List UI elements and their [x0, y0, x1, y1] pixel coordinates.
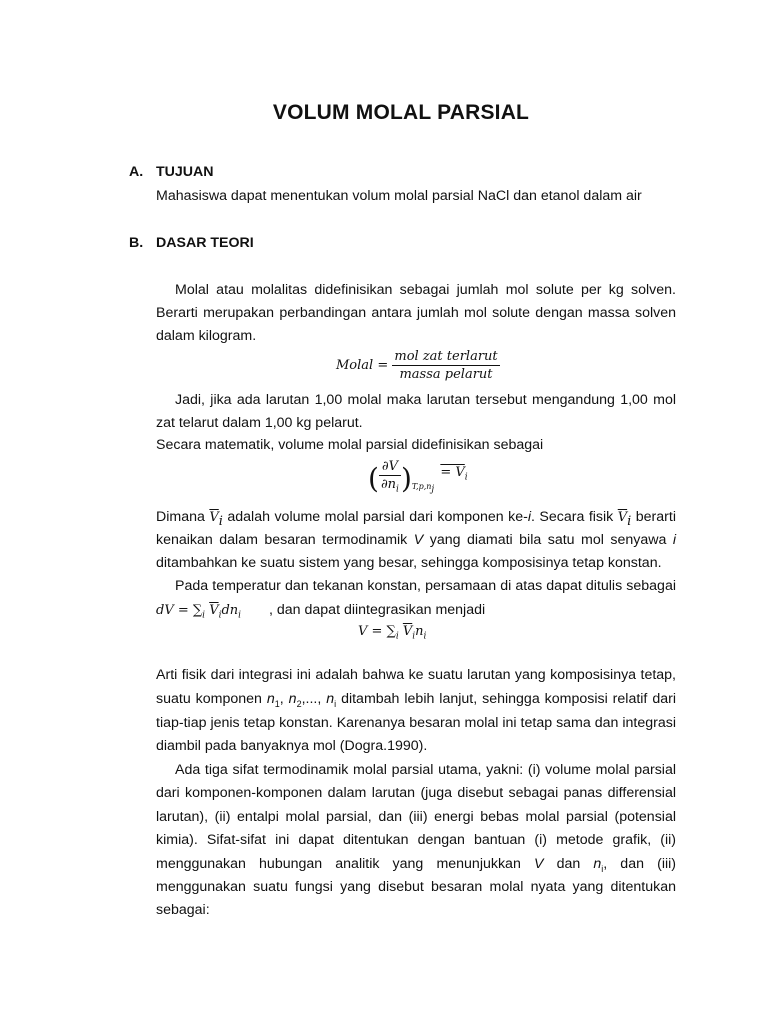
paragraph-line: Arti fisik dari integrasi ini adalah bahwa ke suatu larutan yang komposisinya tetap, [156, 667, 676, 683]
equation-denominator: $\partial n_i$ [380, 477, 399, 495]
section-a-letter: A. [129, 164, 144, 180]
equation-dv: dV = $\sum_i$ $\overline{V}_idn_i$ [156, 603, 242, 621]
paragraph-line: zat telarut dalam 1,00 kg pelarut. [156, 415, 363, 431]
section-a-text: Mahasiswa dapat menentukan volum molal parsial NaCl dan etanol dalam air [156, 188, 642, 204]
paragraph-line: Pada temperatur dan tekanan konstan, persamaan di atas dapat ditulis sebagai [175, 578, 676, 594]
paragraph-line: diambil pada banyaknya mol (Dogra.1990). [156, 738, 428, 754]
paragraph-line: dalam kilogram. [156, 328, 257, 344]
paragraph-line: Dimana $\overline{V}_i$ adalah volume molal parsial dari komponen ke-i. Secara fisik $\overline{V}_i$ berarti [156, 509, 676, 529]
section-b-letter: B. [129, 235, 144, 251]
equation-fraction [379, 458, 401, 499]
section-a-heading: TUJUAN [156, 164, 214, 180]
paragraph-line: Jadi, jika ada larutan 1,00 molal maka larutan tersebut mengandung 1,00 mol [175, 392, 676, 408]
paragraph-line: suatu komponen $n_1$, $n_2$,..., $n_i$ ditambah lebih lanjut, sehingga komposisi relatif dari [156, 691, 676, 709]
paragraph-line: kimia). Sifat-sifat ini dapat ditentukan dengan bantuan (i) metode grafik, (ii) [156, 832, 676, 848]
paragraph-line: Molal atau molalitas didefinisikan sebagai jumlah mol solute per kg solven. [175, 282, 676, 298]
section-b-heading: DASAR TEORI [156, 235, 254, 251]
paragraph-line: menggunakan suatu fungsi yang disebut besaran molal nyata yang ditentukan [156, 879, 676, 895]
equation-molal [336, 348, 500, 383]
equation-rhs: = $V_i$ [440, 464, 468, 483]
equation-lhs: Molal = [336, 358, 389, 373]
equation-numerator: mol zat terlarut [394, 349, 498, 364]
paragraph-line: tiap-tiap jenis tetap konstan. Karenanya besaran molal ini tetap sama dan integrasi [156, 715, 676, 731]
equation-numerator: ∂V [379, 458, 401, 476]
paragraph-line: Ada tiga sifat termodinamik molal parsial utama, yakni: (i) volume molal parsial [175, 762, 676, 778]
paragraph-line: larutan), (ii) entalpi molal parsial, dan (iii) energi bebas molal parsial (potensial [156, 809, 676, 825]
paragraph-line: kenaikan dalam besaran termodinamik V yang diamati bila satu mol senyawa i [156, 532, 676, 548]
paragraph-line: ditambahkan ke suatu sistem yang besar, sehingga komposisinya tetap konstan. [156, 555, 662, 571]
equation-partial-derivative: ( $\frac{\partial V}{\partial n_i}$ )$_{T,p,n_j} = V_i$ [368, 458, 466, 499]
paragraph-line: Secara matematik, volume molal parsial didefinisikan sebagai [156, 437, 544, 453]
paragraph-line: dari komponen-komponen dalam larutan (juga disebut sebagai panas differensial [156, 785, 676, 801]
paragraph-line: menggunakan hubungan analitik yang menunjukkan V dan $n_i$, dan (iii) [156, 856, 676, 874]
paragraph-line: dV = $\sum_i$ $\overline{V}_idn_i$ , dan dapat diintegrasikan menjadi [156, 602, 486, 621]
equation-denominator: massa pelarut [399, 367, 493, 382]
page-title: VOLUM MOLAL PARSIAL [272, 101, 530, 124]
equation-subscript: T,p,nj [411, 481, 435, 495]
paragraph-line: sebagai: [156, 902, 210, 918]
equation-v-sum: $V = \sum_i$ $\overline{V}_in_i$ [358, 624, 427, 642]
paragraph-line: Berarti merupakan perbandingan antara jumlah mol solute dengan massa solven [156, 305, 676, 321]
equation-fraction [392, 348, 499, 383]
